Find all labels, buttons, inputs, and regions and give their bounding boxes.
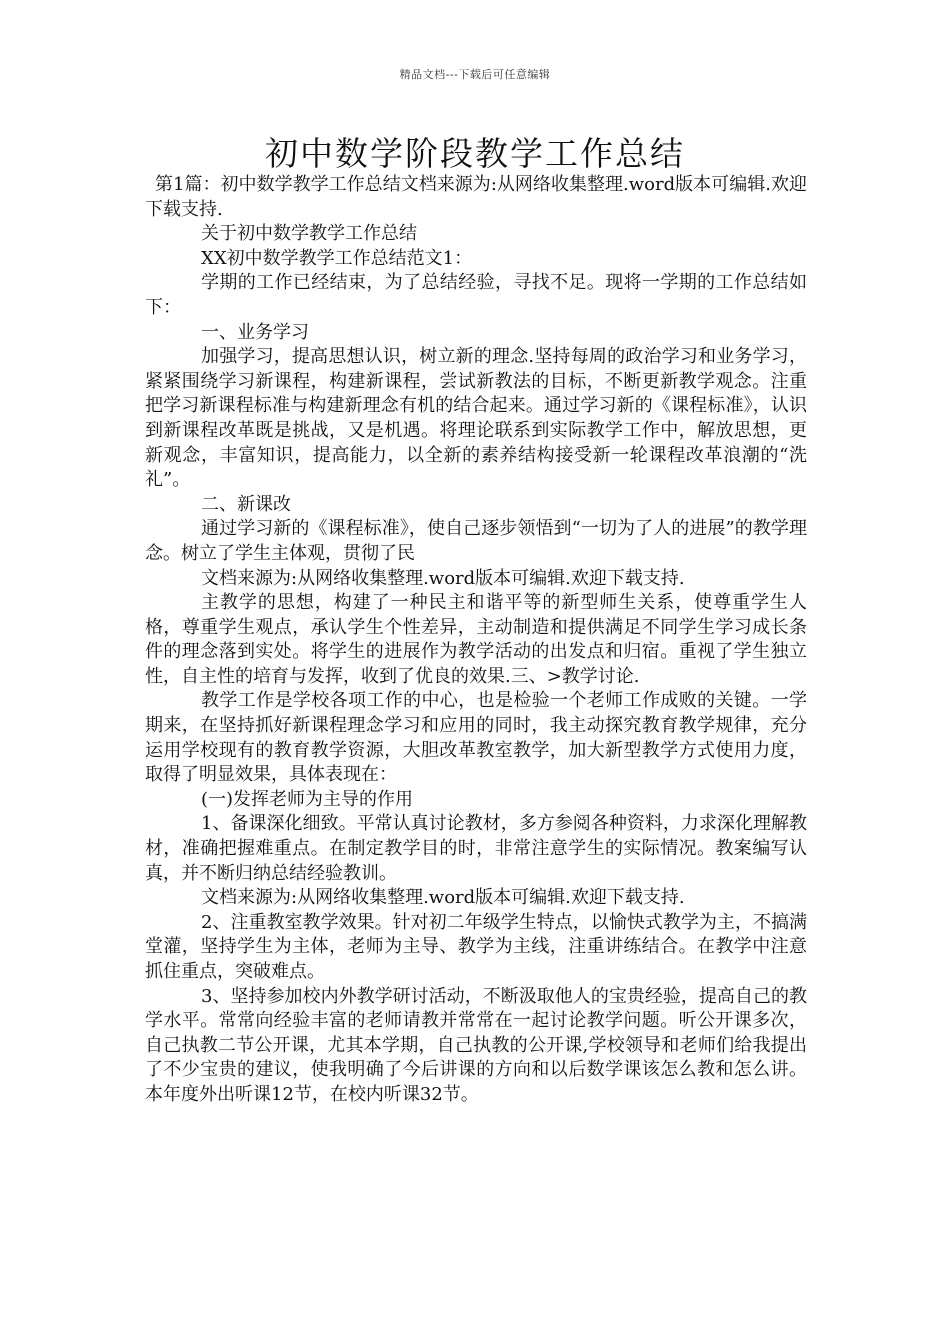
document-body: [145, 173, 807, 1108]
paragraph-source-intro: 第1篇：初中数学教学工作总结文档来源为:从网络收集整理.word版本可编辑.欢迎下载支持.: [145, 174, 807, 220]
paragraph-classroom-effect: 2、注重教室教学效果。针对初二年级学生特点，以愉快式教学为主，不搞满堂灌，坚持学生为主体，老师为主导、教学为主线，注重讲练结合。在教学中注意抓住重点，突破难点。: [145, 911, 807, 982]
paragraph-business-study: 加强学习，提高思想认识，树立新的理念.坚持每周的政治学习和业务学习，紧紧围绕学习新课程，构建新课程，尝试新教法的目标，不断更新教学观念。注重把学习新课程标准与构建新理念有机的结合起来。通过学习新的《课程标准》，认识到新课程改革既是挑战，又是机遇。将理论联系到实际教学工作中，解放思想，更新观念，丰富知识，提高能力，以全新的素养结构接受新一轮课程改革浪潮的“洗礼”。: [145, 346, 807, 491]
paragraph-research-activities: 3、坚持参加校内外教学研讨活动，不断汲取他人的宝贵经验，提高自己的教学水平。常常向经验丰富的老师请教并常常在一起讨论教学问题。听公开课多次，自己执教二节公开课，尤其本学期，自己执教的公开课,学校领导和老师们给我提出了不少宝贵的建议，使我明确了今后讲课的方向和以后数学课该怎么教和怎么讲。本年度外出听课12节，在校内听课32节。: [145, 985, 807, 1105]
document-title: 初中数学阶段教学工作总结: [265, 134, 685, 173]
paragraph-democratic-teaching: 主教学的思想，构建了一种民主和谐平等的新型师生关系，使尊重学生人格，尊重学生观点，承认学生个性差异，主动制造和提供满足不同学生学习成长条件的理念落到实处。将学生的进展作为教学活动的出发点和归宿。重视了学生独立性，自主性的培育与发挥，收到了优良的效果.三、>教学讨论.: [145, 592, 807, 687]
paragraph-subtitle: 关于初中数学教学工作总结: [201, 223, 417, 245]
paragraph-new-curriculum: 通过学习新的《课程标准》，使自己逐步领悟到“一切为了人的进展”的教学理念。树立了学生主体观，贯彻了民: [145, 518, 807, 564]
header-note: 精品文档---下载后可任意编辑: [399, 68, 551, 81]
paragraph-source-note-2: 文档来源为:从网络收集整理.word版本可编辑.欢迎下载支持.: [201, 887, 685, 909]
section-heading-business-study: 一、业务学习: [201, 321, 309, 343]
paragraph-teaching-work: 教学工作是学校各项工作的中心，也是检验一个老师工作成败的关键。一学期来，在坚持抓好新课程理念学习和应用的同时，我主动探究教育教学规律，充分运用学校现有的教育教学资源，大胆改革教室教学，加大新型教学方式使用力度，取得了明显效果，具体表现在：: [145, 690, 807, 786]
paragraph-intro: 学期的工作已经结束，为了总结经验，寻找不足。现将一学期的工作总结如下：: [145, 272, 807, 318]
paragraph-lesson-prep: 1、备课深化细致。平常认真讨论教材，多方参阅各种资料，力求深化理解教材，准确把握难重点。在制定教学目的时，非常注意学生的实际情况。教案编写认真，并不断归纳总结经验教训。: [145, 813, 807, 884]
paragraph-source-note: 文档来源为:从网络收集整理.word版本可编辑.欢迎下载支持.: [201, 567, 685, 589]
subsection-heading-teacher-role: (一)发挥老师为主导的作用: [201, 788, 414, 810]
paragraph-sample-heading: XX初中数学教学工作总结范文1：: [201, 247, 473, 269]
section-heading-new-curriculum: 二、新课改: [201, 493, 291, 515]
